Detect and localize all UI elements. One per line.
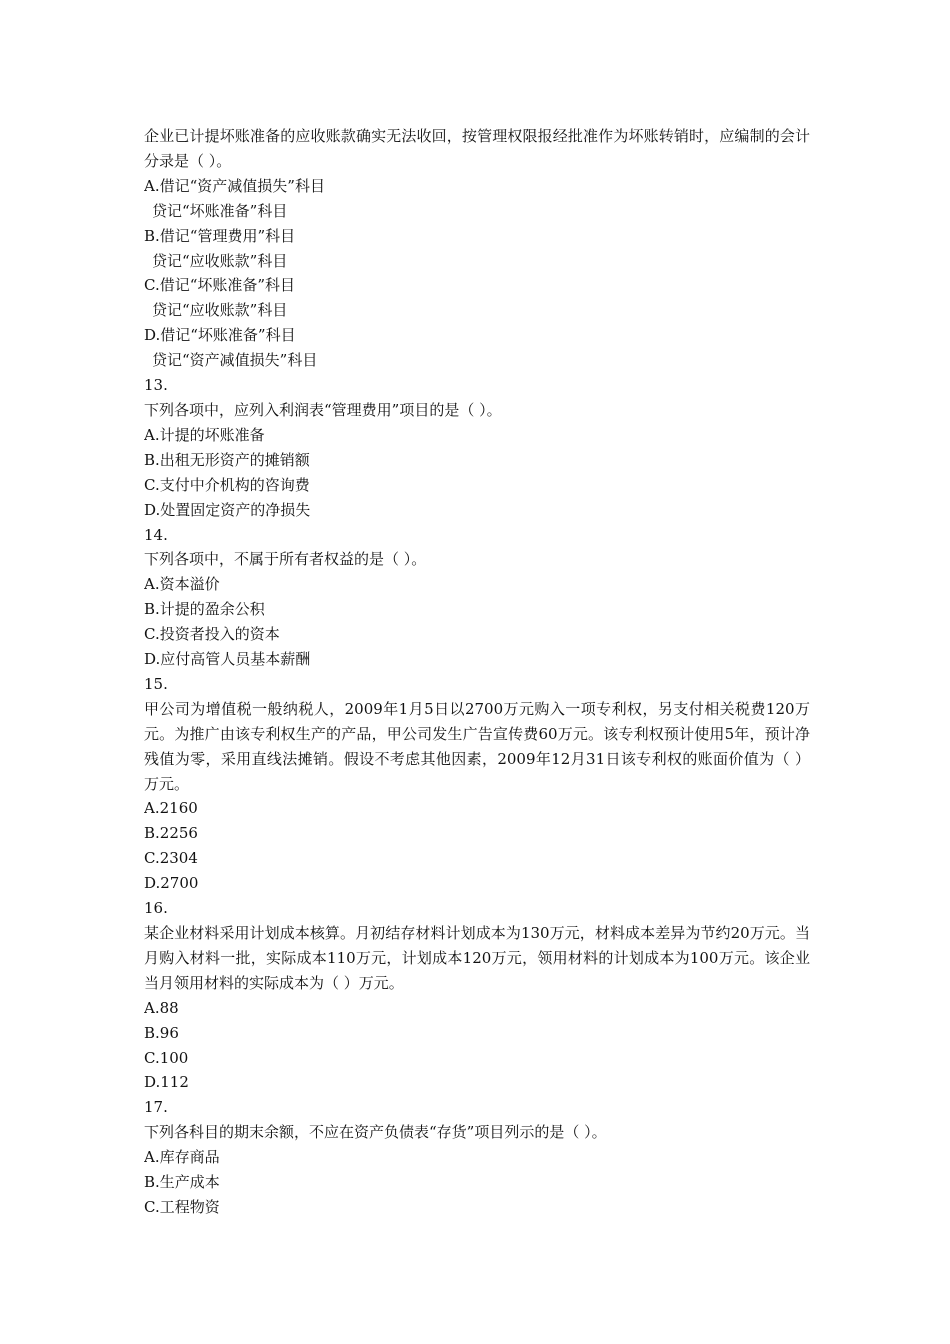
option-b: B.出租无形资产的摊销额 <box>144 450 310 469</box>
option-a-credit: 贷记“坏账准备”科目 <box>152 201 288 220</box>
question-number: 17. <box>144 1098 168 1117</box>
question-stem: 下列各项中，不属于所有者权益的是（ ）。 <box>144 550 427 569</box>
option-b: B.生产成本 <box>144 1173 220 1192</box>
option-d: D.应付高管人员基本薪酬 <box>144 650 311 669</box>
option-d: D.借记“坏账准备”科目 <box>144 326 296 345</box>
option-b: B.计提的盈余公积 <box>144 600 265 619</box>
question-12 <box>144 124 810 373</box>
option-a: A.资本溢价 <box>144 575 220 594</box>
option-a: A.借记“资产减值损失”科目 <box>144 176 325 195</box>
question-number: 13. <box>144 376 168 395</box>
question-stem: 企业已计提坏账准备的应收账款确实无法收回，按管理权限报经批准作为坏账转销时，应编制的会计分录是（ ）。 <box>144 127 810 170</box>
question-17 <box>144 1095 810 1220</box>
option-c-credit: 贷记“应收账款”科目 <box>152 301 288 320</box>
question-number: 14. <box>144 525 168 544</box>
question-16 <box>144 896 810 1095</box>
option-a: A.88 <box>144 998 179 1017</box>
option-b-credit: 贷记“应收账款”科目 <box>152 251 288 270</box>
question-stem: 下列各科目的期末余额，不应在资产负债表“存货”项目列示的是（ ）。 <box>144 1123 607 1142</box>
option-d: D.处置固定资产的净损失 <box>144 500 311 519</box>
question-stem: 某企业材料采用计划成本核算。月初结存材料计划成本为130万元，材料成本差异为节约20万元。当月购入材料一批，实际成本110万元，计划成本120万元，领用材料的计划成本为100万元。该企业当月领用材料的实际成本为（ ）万元。 <box>144 924 810 992</box>
question-stem: 甲公司为增值税一般纳税人，2009年1月5日以2700万元购入一项专利权，另支付相关税费120万元。为推广由该专利权生产的产品，甲公司发生广告宣传费60万元。该专利权预计使用5年，预计净残值为零，采用直线法摊销。假设不考虑其他因素，2009年12月31日该专利权的账面价值为（ ）万元。 <box>144 699 810 793</box>
option-c: C.借记“坏账准备”科目 <box>144 276 296 295</box>
question-number: 16. <box>144 899 168 918</box>
option-a: A.2160 <box>144 799 198 818</box>
option-a: A.计提的坏账准备 <box>144 425 265 444</box>
option-c: C.2304 <box>144 849 198 868</box>
option-b: B.96 <box>144 1023 179 1042</box>
question-number: 15. <box>144 674 168 693</box>
option-b: B.2256 <box>144 824 198 843</box>
option-c: C.工程物资 <box>144 1197 220 1216</box>
option-c: C.100 <box>144 1048 189 1067</box>
option-c: C.支付中介机构的咨询费 <box>144 475 310 494</box>
question-15 <box>144 672 810 896</box>
option-d-credit: 贷记“资产减值损失”科目 <box>152 351 318 370</box>
option-a: A.库存商品 <box>144 1148 220 1167</box>
option-b: B.借记“管理费用”科目 <box>144 226 296 245</box>
question-13 <box>144 373 810 522</box>
option-d: D.112 <box>144 1073 189 1092</box>
document-page <box>144 124 810 1220</box>
option-d: D.2700 <box>144 874 199 893</box>
question-stem: 下列各项中，应列入利润表“管理费用”项目的是（ ）。 <box>144 400 502 419</box>
option-c: C.投资者投入的资本 <box>144 625 280 644</box>
question-14 <box>144 523 810 672</box>
